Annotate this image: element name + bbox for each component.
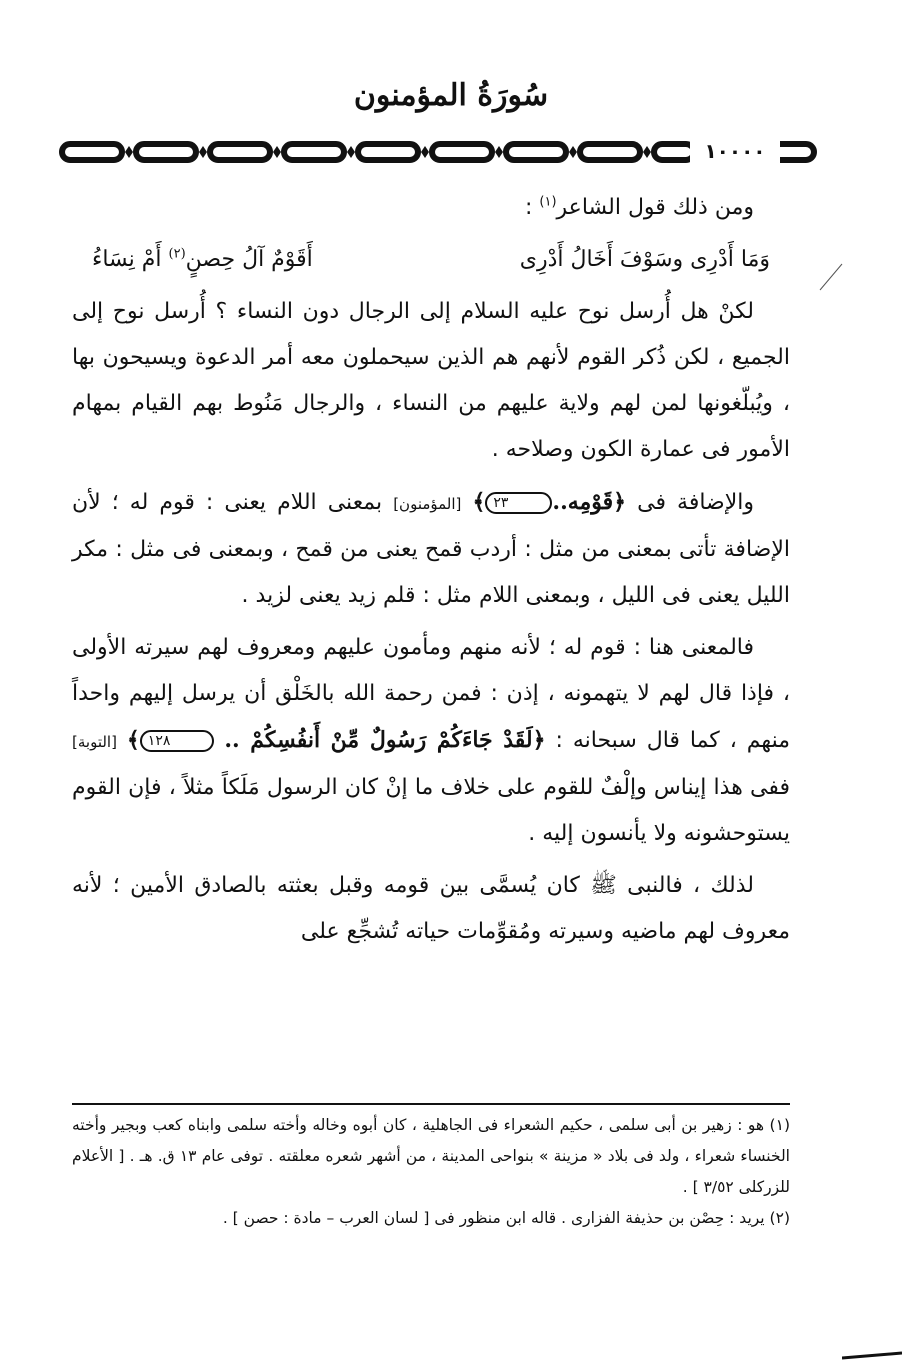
p2-text-b: بمعنى اللام يعنى : قوم له ؛ لأن الإضافة تأتى بمعنى من مثل : أردب قمح يعنى من قمح ، وبمعنى فى مثل : مكر الليل يعنى فى الليل ، وبمعنى اللام مثل : قلم زيد يعنى لزيد . (72, 490, 790, 608)
verse-second-a: أَقَوْمٌ آلُ حِصنٍ (185, 247, 313, 272)
quran-quote-1: ﴿قَوْمِه.. (552, 489, 627, 515)
verse-first-hemistich: وَمَا أَدْرِى وسَوْفَ أَخَالُ أَدْرِى (519, 247, 770, 272)
surah-ref-1: [المؤمنون] (393, 495, 462, 513)
surah-ref-2: [التوبة] (72, 733, 117, 751)
p2-text-a: والإضافة فى (626, 490, 755, 515)
footnote-divider (72, 1103, 790, 1105)
intro-end: : (525, 195, 540, 220)
main-text (72, 185, 790, 961)
quran-quote-1-end: ﴾ (472, 489, 486, 515)
p3-text-b: ففى هذا إيناس وإلْفٌ للقوم على خلاف ما إنْ كان الرسول مَلَكاً مثلاً ، فإن القوم يستوحشونه ولا يأنسون إليه . (72, 775, 790, 846)
verse-second-b: أَمْ نِسَاءُ (92, 247, 169, 272)
page-number: ١٠٠٠٠ (690, 136, 780, 166)
surah-title: سُورَةُ المؤمنون (353, 78, 549, 113)
paragraph-1: لكنْ هل أُرسل نوح عليه السلام إلى الرجال دون النساء ؟ أُرسل نوح إلى الجميع ، لكن ذُكر القوم لأنهم هم الذين سيحملون معه أمر الدعوة ويسيحون بها ، ويُبلّغونها لمن لهم ولاية عليهم من النساء ، والرجال مَنُوط بهم القيام بمهام الأمور فى عمارة الكون وصلاحه . (72, 299, 790, 462)
p3-text-a: فالمعنى هنا : قوم له ؛ لأنه منهم ومأمون عليهم ومعروف لهم سيرته الأولى ، فإذا قال لهم لا يتهمونه ، إذن : فمن رحمة الله بالخَلْق أن يرسل إليهم واحداً منهم ، كما قال سبحانه : (72, 635, 791, 753)
footnote-marker-1: (١) (539, 194, 557, 210)
verse-second-hemistich (92, 237, 313, 283)
footnote-1: (١) هو : زهير بن أبى سلمى ، حكيم الشعراء فى الجاهلية ، كان أبوه وخاله وأخته سلمى وابناه كعب وبجير وأخته الخنساء شعراء ، ولد فى بلاد « مزينة » بنواحى المدينة ، من أشهر شعره معلقته . توفى عام ١٣ ق. هـ . [ الأعلام للزركلى ٣/٥٢ ] . (72, 1116, 790, 1196)
margin-pen-mark (818, 262, 844, 292)
paragraph-4: لذلك ، فالنبى ﷺ كان يُسمَّى بين قومه وقبل بعثته بالصادق الأمين ؛ لأنه معروف لهم ماضيه وسيرته ومُقوِّمات حياته تُشجِّع على (72, 873, 790, 944)
footnote-2: (٢) يريد : حِصْن بن حذيفة الفزارى . قاله ابن منظور فى [ لسان العرب – مادة : حصن ] . (222, 1209, 790, 1227)
poetry-verse (72, 237, 790, 283)
footnote-marker-2: (٢) (168, 246, 186, 262)
paragraph-2 (72, 479, 790, 619)
ayah-number-1: ٢٣ (485, 492, 552, 514)
intro-text: ومن ذلك قول الشاعر (556, 195, 754, 220)
footnotes (72, 1110, 790, 1234)
quran-quote-2-end: ﴾ (126, 727, 140, 753)
quran-quote-2: ﴿لَقَدْ جَاءَكُمْ رَسُولٌ مِّنْ أَنفُسِكُمْ .. (224, 727, 546, 753)
ayah-number-2: ١٢٨ (140, 730, 215, 752)
paragraph-3 (72, 625, 790, 857)
intro-line (72, 185, 790, 231)
scan-edge-mark (842, 1350, 902, 1360)
